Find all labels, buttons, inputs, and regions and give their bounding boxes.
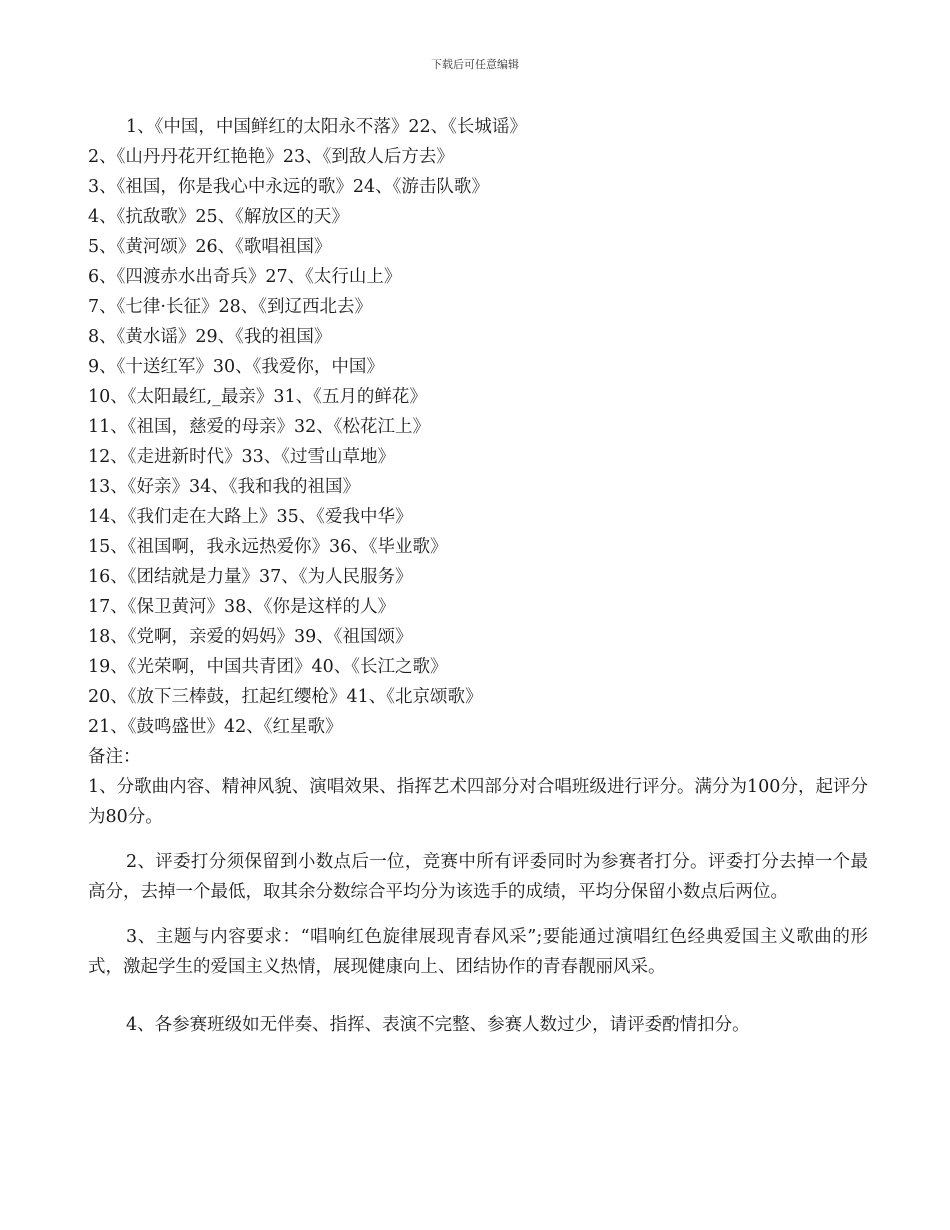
song-list-item: 20、《放下三棒鼓，扛起红缨枪》41、《北京颂歌》 bbox=[88, 687, 483, 707]
song-list-item: 17、《保卫黄河》38、《你是这样的人》 bbox=[88, 597, 396, 617]
song-list-item: 2、《山丹丹花开红艳艳》23、《到敌人后方去》 bbox=[88, 147, 454, 167]
song-list-item: 19、《光荣啊，中国共青团》40、《长江之歌》 bbox=[88, 657, 448, 677]
song-list-item: 5、《黄河颂》26、《歌唱祖国》 bbox=[88, 237, 332, 257]
song-list-item: 9、《十送红军》30、《我爱你，中国》 bbox=[88, 357, 384, 377]
song-list-item: 16、《团结就是力量》37、《为人民服务》 bbox=[88, 567, 413, 587]
song-list-item: 6、《四渡赤水出奇兵》27、《太行山上》 bbox=[88, 267, 402, 287]
remark-note-2: 2、评委打分须保留到小数点后一位，竞赛中所有评委同时为参赛者打分。评委打分去掉一个最高分，去掉一个最低，取其余分数综合平均分为该选手的成绩，平均分保留小数点后两位。 bbox=[88, 852, 868, 902]
song-list-item: 13、《好亲》34、《我和我的祖国》 bbox=[88, 477, 361, 497]
page-header: 下载后可任意编辑 bbox=[431, 58, 519, 71]
song-list-item: 4、《抗敌歌》25、《解放区的天》 bbox=[88, 207, 349, 227]
song-list-item: 14、《我们走在大路上》35、《爱我中华》 bbox=[88, 507, 413, 527]
song-list-item: 12、《走进新时代》33、《过雪山草地》 bbox=[88, 447, 396, 467]
song-list-item: 15、《祖国啊，我永远热爱你》36、《毕业歌》 bbox=[88, 537, 448, 557]
remarks-title: 备注： bbox=[88, 747, 141, 767]
remarks-section bbox=[88, 742, 868, 1040]
song-list-item: 8、《黄水谣》29、《我的祖国》 bbox=[88, 327, 332, 347]
song-list-item: 7、《七律·长征》28、《到辽西北去》 bbox=[88, 297, 372, 317]
song-list-item: 10、《太阳最红,_最亲》31、《五月的鲜花》 bbox=[88, 387, 427, 407]
song-list-item: 18、《党啊，亲爱的妈妈》39、《祖国颂》 bbox=[88, 627, 413, 647]
remark-note-4: 4、各参赛班级如无伴奏、指挥、表演不完整、参赛人数过少，请评委酌情扣分。 bbox=[126, 1015, 750, 1035]
song-list-item: 21、《鼓鸣盛世》42、《红星歌》 bbox=[88, 717, 343, 737]
song-list-item: 11、《祖国，慈爱的母亲》32、《松花江上》 bbox=[88, 417, 431, 437]
remark-note-3: 3、主题与内容要求：“唱响红色旋律展现青春风采”;要能通过演唱红色经典爱国主义歌曲的形式，激起学生的爱国主义热情，展现健康向上、团结协作的青春靓丽风采。 bbox=[88, 927, 868, 977]
song-list-item: 3、《祖国，你是我心中永远的歌》24、《游击队歌》 bbox=[88, 177, 489, 197]
song-list-item: 1、《中国，中国鲜红的太阳永不落》22、《长城谣》 bbox=[126, 117, 527, 137]
song-list bbox=[88, 112, 868, 742]
remark-note-1: 1、分歌曲内容、精神风貌、演唱效果、指挥艺术四部分对合唱班级进行评分。满分为100分，起评分为80分。 bbox=[88, 777, 868, 827]
